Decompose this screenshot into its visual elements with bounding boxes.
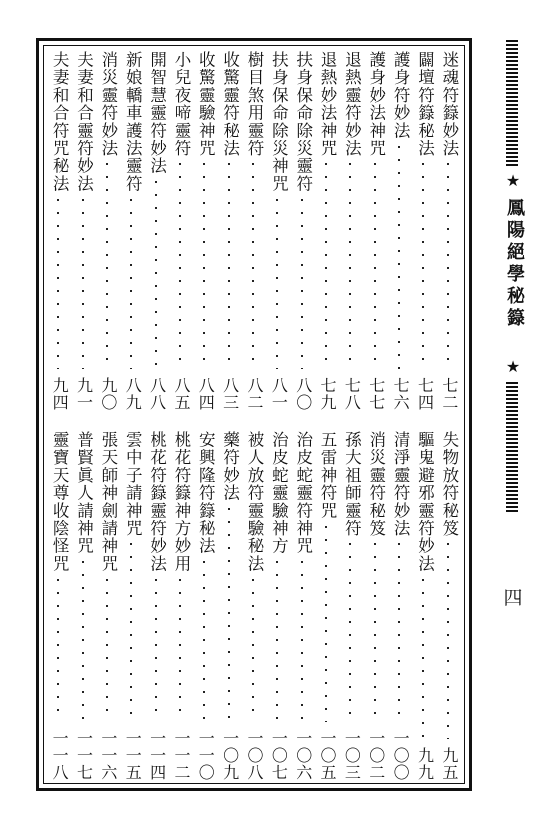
toc-leader-dots (106, 163, 108, 369)
toc-entry-page: 一〇〇 (391, 730, 411, 781)
toc-leader-dots (422, 579, 424, 739)
toc-entry-page: 八一 (269, 377, 289, 411)
toc-entry-page: 九九 (415, 747, 435, 781)
toc-entry (292, 431, 314, 781)
ornament-border-bottom (506, 382, 518, 512)
toc-leader-dots (374, 543, 376, 722)
toc-entry-page: 一〇八 (245, 730, 264, 781)
toc-entry-page: 一〇六 (293, 730, 313, 781)
toc-leader-dots (349, 163, 351, 369)
toc-leader-dots (276, 561, 278, 722)
toc-entry (292, 51, 314, 411)
toc-entry (146, 51, 168, 411)
toc-entry-page: 一〇五 (318, 730, 338, 781)
toc-entry (365, 431, 387, 781)
toc-entry-page: 八四 (196, 377, 216, 411)
toc-bottom-section (47, 431, 461, 781)
toc-entry-title: 張天師神劍請神咒 (98, 431, 118, 573)
toc-entry-page: 八五 (171, 377, 191, 411)
toc-entry-page: 一〇二 (366, 730, 386, 781)
toc-entry-title: 新娘轎車護法靈符 (123, 51, 143, 193)
toc-entry-title: 開智慧靈符妙法 (147, 51, 167, 175)
toc-leader-dots (228, 508, 230, 722)
toc-entry (219, 431, 241, 781)
toc-entry-title: 藥符妙法 (220, 431, 240, 502)
toc-entry (146, 431, 168, 781)
toc-entry-page: 八〇 (293, 377, 313, 411)
toc-leader-dots (422, 163, 424, 369)
toc-entry-title: 治皮蛇靈符神咒 (293, 431, 313, 555)
toc-entry (194, 51, 216, 411)
toc-entry-page: 七二 (439, 377, 459, 411)
toc-entry-page: 七七 (366, 377, 386, 411)
toc-entry (170, 431, 192, 781)
toc-entry-page: 七九 (318, 377, 338, 411)
toc-entry-title: 樹目煞用靈符 (245, 51, 264, 158)
toc-entry (438, 51, 460, 411)
toc-leader-dots (325, 163, 327, 369)
toc-entry-title: 清淨靈符妙法 (391, 431, 411, 538)
toc-entry-page: 九一 (74, 377, 94, 411)
toc-entry-title: 收驚靈符秘法 (220, 51, 240, 158)
toc-entry (340, 51, 362, 411)
toc-entry-page: 七四 (415, 377, 435, 411)
toc-entry-page: 八二 (245, 377, 264, 411)
toc-entry (267, 431, 289, 781)
toc-entry-page: 八八 (147, 377, 167, 411)
toc-entry-title: 靈寶天尊收陰怪咒 (50, 431, 70, 573)
toc-leader-dots (374, 163, 376, 369)
toc-entry-title: 桃花符籙靈符妙法 (147, 431, 167, 573)
toc-leader-dots (228, 163, 230, 369)
toc-leader-dots (398, 543, 400, 722)
toc-entry-page: 九五 (439, 747, 459, 781)
page-number: 四 (503, 587, 523, 609)
toc-entry-title: 消災靈符秘笈 (366, 431, 386, 538)
toc-entry-title: 失物放符秘笈 (439, 431, 459, 538)
toc-entry-title: 護身符妙法 (391, 51, 411, 140)
toc-entry-title: 收驚靈驗神咒 (196, 51, 216, 158)
toc-leader-dots (82, 199, 84, 369)
toc-entry (73, 431, 95, 781)
toc-entry (194, 431, 216, 781)
toc-entry-title: 夫妻和合靈符妙法 (74, 51, 94, 193)
toc-entry (316, 51, 338, 411)
toc-leader-dots (179, 579, 181, 722)
toc-entry-title: 被人放符靈驗秘法 (245, 431, 264, 573)
toc-entry-title: 退熱妙法神咒 (318, 51, 338, 158)
toc-entry-title: 小兒夜啼靈符 (171, 51, 191, 158)
toc-leader-dots (203, 561, 205, 722)
toc-leader-dots (57, 579, 59, 722)
toc-entry (219, 51, 241, 411)
toc-entry-title: 扶身保命除災神咒 (269, 51, 289, 193)
toc-entry-page: 一一二 (171, 730, 191, 781)
toc-leader-dots (447, 163, 449, 369)
toc-entry (121, 51, 143, 411)
toc-entry (48, 51, 70, 411)
toc-leader-dots (447, 543, 449, 739)
toc-entry-page: 一〇三 (342, 730, 362, 781)
toc-entry-title: 迷魂符籙妙法 (439, 51, 459, 158)
toc-entry-title: 護身妙法神咒 (366, 51, 386, 158)
toc-leader-dots (179, 163, 181, 369)
toc-leader-dots (155, 579, 157, 722)
toc-entry-title: 桃花符籙神方妙用 (171, 431, 191, 573)
toc-leader-dots (203, 163, 205, 369)
toc-entry-title: 消災靈符妙法 (98, 51, 118, 158)
toc-leader-dots (301, 199, 303, 369)
toc-entry (267, 51, 289, 411)
toc-entry-page: 一〇七 (269, 730, 289, 781)
toc-leader-dots (82, 561, 84, 722)
toc-entry (121, 431, 143, 781)
toc-leader-dots (398, 146, 400, 370)
toc-entry-title: 雲中子請神咒 (123, 431, 143, 538)
toc-entry-page: 八九 (123, 377, 143, 411)
toc-entry-title: 安興隆符籙秘法 (196, 431, 216, 555)
toc-entry-title: 五雷神符咒 (318, 431, 338, 520)
toc-leader-dots (57, 199, 59, 369)
toc-leader-dots (325, 526, 327, 723)
toc-entry-page: 七六 (391, 377, 411, 411)
toc-entry (438, 431, 460, 781)
toc-entry-title: 驅鬼避邪靈符妙法 (415, 431, 435, 573)
toc-entry (243, 51, 265, 411)
toc-leader-dots (349, 543, 351, 722)
toc-leader-dots (106, 579, 108, 722)
toc-entry (97, 431, 119, 781)
toc-entry (170, 51, 192, 411)
toc-leader-dots (301, 561, 303, 722)
toc-entry-page: 一一〇 (196, 730, 216, 781)
star-icon: ★ (505, 171, 521, 190)
ornament-border-top (506, 40, 518, 168)
toc-leader-dots (252, 579, 254, 722)
toc-entry-page: 一〇九 (220, 730, 240, 781)
toc-entry-title: 扶身保命除災靈符 (293, 51, 313, 193)
toc-entry-title: 退熱靈符妙法 (342, 51, 362, 158)
toc-entry (389, 431, 411, 781)
toc-entry-page: 九四 (50, 377, 70, 411)
toc-entry (97, 51, 119, 411)
toc-leader-dots (130, 199, 132, 369)
toc-entry (389, 51, 411, 411)
toc-entry-title: 闢壇符籙秘法 (415, 51, 435, 158)
toc-entry-page: 九〇 (98, 377, 118, 411)
toc-entry-page: 一一八 (50, 730, 70, 781)
toc-entry (413, 51, 435, 411)
toc-entry-page: 一一七 (74, 730, 94, 781)
toc-entry-title: 普賢眞人請神咒 (74, 431, 94, 555)
side-title-strip (498, 40, 526, 520)
toc-leader-dots (155, 181, 157, 369)
toc-entry-page: 一一四 (147, 730, 167, 781)
toc-entry (365, 51, 387, 411)
toc-entry-page: 七八 (342, 377, 362, 411)
toc-leader-dots (276, 199, 278, 369)
toc-entry (413, 431, 435, 781)
toc-entry-title: 孫大祖師靈符 (342, 431, 362, 538)
toc-entry-page: 一一五 (123, 730, 143, 781)
toc-entry (316, 431, 338, 781)
toc-entry-title: 夫妻和合符咒秘法 (50, 51, 70, 193)
toc-entry (243, 431, 265, 781)
toc-entry-page: 八三 (220, 377, 240, 411)
toc-frame (36, 38, 472, 791)
toc-entry (73, 51, 95, 411)
toc-top-section (47, 51, 461, 411)
toc-entry (340, 431, 362, 781)
star-icon: ★ (505, 357, 521, 376)
toc-entry-page: 一一六 (98, 730, 118, 781)
toc-entry-title: 治皮蛇靈驗神方 (269, 431, 289, 555)
book-title: 鳳陽絕學秘籙 (504, 198, 525, 330)
toc-entry (48, 431, 70, 781)
toc-leader-dots (252, 163, 254, 369)
toc-leader-dots (130, 543, 132, 722)
